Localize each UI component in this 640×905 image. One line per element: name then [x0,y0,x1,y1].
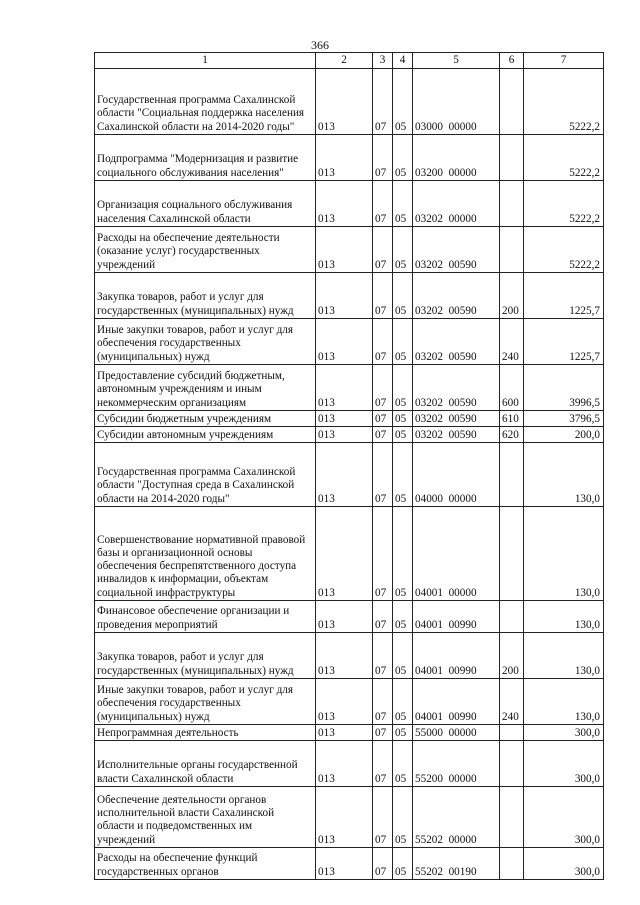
row-section-code: 07 [373,135,393,181]
row-target-article: 04001 00000 [413,507,500,601]
row-expense-type [500,787,524,848]
row-name: Субсидии бюджетным учреждениям [95,411,316,427]
row-section-code: 07 [373,741,393,787]
row-expense-type [500,181,524,227]
row-ministry-code: 013 [316,633,373,679]
row-ministry-code: 013 [316,787,373,848]
row-name: Предоставление субсидий бюджетным, автономным учреждениям и иным некоммерческим организациям [95,365,316,411]
row-section-code: 07 [373,848,393,880]
header-col-6: 6 [500,53,524,69]
row-name: Расходы на обеспечение функций государственных органов [95,848,316,880]
row-section-code: 07 [373,273,393,319]
row-name: Финансовое обеспечение организации и проведения мероприятий [95,601,316,633]
row-expense-type [500,507,524,601]
row-name: Государственная программа Сахалинской области "Доступная среда в Сахалинской области на 2014-2020 годы" [95,443,316,507]
row-expense-type: 240 [500,319,524,365]
row-section-code: 07 [373,679,393,725]
table-row [95,507,604,601]
row-expense-type: 200 [500,273,524,319]
row-amount: 300,0 [524,787,604,848]
row-amount: 1225,7 [524,273,604,319]
row-subsection-code: 05 [393,633,413,679]
row-ministry-code: 013 [316,741,373,787]
row-name: Обеспечение деятельности органов исполнительной власти Сахалинской области и подведомственных им учреждений [95,787,316,848]
header-col-2: 2 [316,53,373,69]
table-row [95,427,604,443]
table-row [95,411,604,427]
row-expense-type [500,601,524,633]
row-subsection-code: 05 [393,427,413,443]
row-ministry-code: 013 [316,273,373,319]
row-section-code: 07 [373,633,393,679]
row-section-code: 07 [373,69,393,135]
row-target-article: 03202 00590 [413,319,500,365]
table-row [95,69,604,135]
row-subsection-code: 05 [393,135,413,181]
row-expense-type: 600 [500,365,524,411]
row-subsection-code: 05 [393,411,413,427]
row-target-article: 03000 00000 [413,69,500,135]
row-amount: 130,0 [524,633,604,679]
row-section-code: 07 [373,427,393,443]
row-expense-type: 620 [500,427,524,443]
row-amount: 5222,2 [524,69,604,135]
row-subsection-code: 05 [393,69,413,135]
row-section-code: 07 [373,319,393,365]
row-subsection-code: 05 [393,679,413,725]
row-name: Исполнительные органы государственной власти Сахалинской области [95,741,316,787]
page-number: 366 [311,38,329,52]
row-amount: 3796,5 [524,411,604,427]
row-ministry-code: 013 [316,411,373,427]
row-name: Субсидии автономным учреждениям [95,427,316,443]
table-row [95,319,604,365]
row-ministry-code: 013 [316,679,373,725]
row-section-code: 07 [373,601,393,633]
table-row [95,273,604,319]
row-expense-type: 610 [500,411,524,427]
row-subsection-code: 05 [393,725,413,741]
row-amount: 130,0 [524,601,604,633]
row-section-code: 07 [373,365,393,411]
row-section-code: 07 [373,725,393,741]
row-subsection-code: 05 [393,273,413,319]
row-ministry-code: 013 [316,601,373,633]
row-expense-type: 240 [500,679,524,725]
row-ministry-code: 013 [316,725,373,741]
table-row [95,227,604,273]
row-ministry-code: 013 [316,507,373,601]
row-expense-type [500,443,524,507]
row-target-article: 04001 00990 [413,601,500,633]
row-ministry-code: 013 [316,227,373,273]
row-amount: 3996,5 [524,365,604,411]
row-target-article: 04001 00990 [413,679,500,725]
row-ministry-code: 013 [316,848,373,880]
row-section-code: 07 [373,411,393,427]
row-name: Расходы на обеспечение деятельности (оказание услуг) государственных учреждений [95,227,316,273]
row-section-code: 07 [373,787,393,848]
row-subsection-code: 05 [393,443,413,507]
row-target-article: 04000 00000 [413,443,500,507]
row-expense-type [500,227,524,273]
row-section-code: 07 [373,181,393,227]
row-target-article: 03202 00590 [413,365,500,411]
row-target-article: 03202 00000 [413,181,500,227]
row-amount: 200,0 [524,427,604,443]
table-row [95,181,604,227]
row-amount: 130,0 [524,443,604,507]
row-name: Иные закупки товаров, работ и услуг для обеспечения государственных (муниципальных) нужд [95,319,316,365]
row-expense-type [500,135,524,181]
row-expense-type [500,69,524,135]
row-section-code: 07 [373,227,393,273]
row-ministry-code: 013 [316,443,373,507]
table-row [95,679,604,725]
row-subsection-code: 05 [393,365,413,411]
row-expense-type [500,741,524,787]
row-amount: 1225,7 [524,319,604,365]
header-col-1: 1 [95,53,316,69]
header-col-3: 3 [373,53,393,69]
header-row [95,53,604,69]
table-row [95,601,604,633]
row-ministry-code: 013 [316,69,373,135]
table-row [95,365,604,411]
row-target-article: 55000 00000 [413,725,500,741]
row-name: Совершенствование нормативной правовой базы и организационной основы обеспечения беспрепятственного доступа инвалидов к информации, объектам социальной инфраструктуры [95,507,316,601]
row-name: Непрограммная деятельность [95,725,316,741]
header-col-7: 7 [524,53,604,69]
row-amount: 5222,2 [524,135,604,181]
row-name: Закупка товаров, работ и услуг для государственных (муниципальных) нужд [95,633,316,679]
row-name: Подпрограмма "Модернизация и развитие социального обслуживания населения" [95,135,316,181]
row-target-article: 55202 00000 [413,787,500,848]
table-row [95,633,604,679]
row-subsection-code: 05 [393,507,413,601]
row-subsection-code: 05 [393,741,413,787]
row-target-article: 55200 00000 [413,741,500,787]
row-target-article: 03202 00590 [413,427,500,443]
row-target-article: 03202 00590 [413,227,500,273]
row-expense-type [500,848,524,880]
row-subsection-code: 05 [393,181,413,227]
row-name: Закупка товаров, работ и услуг для государственных (муниципальных) нужд [95,273,316,319]
table-row [95,443,604,507]
row-name: Государственная программа Сахалинской области "Социальная поддержка населения Сахалинской области на 2014-2020 годы" [95,69,316,135]
row-section-code: 07 [373,507,393,601]
row-target-article: 03202 00590 [413,411,500,427]
table-row [95,741,604,787]
row-ministry-code: 013 [316,181,373,227]
row-amount: 130,0 [524,507,604,601]
row-target-article: 03202 00590 [413,273,500,319]
header-col-4: 4 [393,53,413,69]
row-subsection-code: 05 [393,227,413,273]
row-amount: 5222,2 [524,227,604,273]
budget-table [94,52,604,880]
row-amount: 130,0 [524,679,604,725]
row-amount: 300,0 [524,741,604,787]
row-ministry-code: 013 [316,319,373,365]
row-expense-type [500,725,524,741]
row-subsection-code: 05 [393,601,413,633]
row-expense-type: 200 [500,633,524,679]
row-amount: 300,0 [524,848,604,880]
row-amount: 5222,2 [524,181,604,227]
row-name: Иные закупки товаров, работ и услуг для обеспечения государственных (муниципальных) нужд [95,679,316,725]
table-row [95,787,604,848]
table-row [95,848,604,880]
table-row [95,725,604,741]
row-subsection-code: 05 [393,848,413,880]
row-subsection-code: 05 [393,787,413,848]
row-ministry-code: 013 [316,427,373,443]
row-name: Организация социального обслуживания населения Сахалинской области [95,181,316,227]
row-ministry-code: 013 [316,365,373,411]
row-section-code: 07 [373,443,393,507]
header-col-5: 5 [413,53,500,69]
row-subsection-code: 05 [393,319,413,365]
table-row [95,135,604,181]
row-target-article: 03200 00000 [413,135,500,181]
row-target-article: 04001 00990 [413,633,500,679]
row-target-article: 55202 00190 [413,848,500,880]
row-ministry-code: 013 [316,135,373,181]
row-amount: 300,0 [524,725,604,741]
